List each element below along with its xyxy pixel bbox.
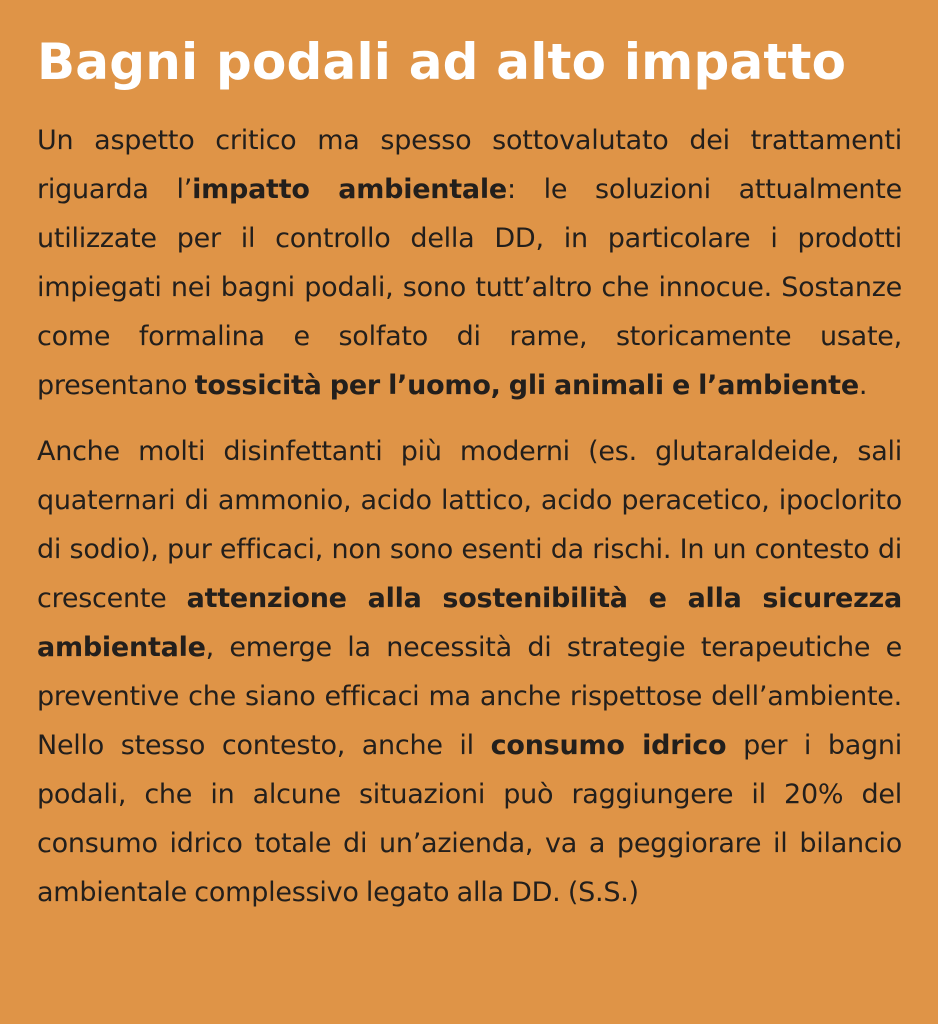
bold-segment-impatto-ambientale: impatto ambientale — [192, 174, 507, 205]
bold-segment-sostenibilita: attenzione alla sostenibilità e alla sicurezza ambientale — [37, 583, 902, 663]
bold-segment-tossicita: tossicità per l’uomo, gli animali e l’ambiente — [194, 370, 859, 401]
text-segment: : le soluzioni attualmente utilizzate per il controllo della DD, in particolare i prodotti impiegati nei bagni podali, sono tutt’altro che innocue. Sostanze come formalina e solfato di rame, storicamente usate, presentano — [37, 174, 902, 401]
text-segment: Un aspetto critico ma spesso sottovalutato dei trattamenti riguarda l’ — [37, 125, 902, 205]
article-paragraph-1 — [37, 116, 902, 410]
text-segment: Anche molti disinfettanti più moderni (es. glutaraldeide, sali quaternari di ammonio, acido lattico, acido peracetico, ipoclorito di sodio), pur efficaci, non sono esenti da rischi. In un contesto di crescente — [37, 436, 902, 614]
article-paragraph-2 — [37, 427, 902, 917]
text-segment: per i bagni podali, che in alcune situazioni può raggiungere il 20% del consumo idrico totale di un’azienda, va a peggiorare il bilancio ambientale complessivo legato alla DD. (S.S.) — [37, 730, 902, 908]
bold-segment-consumo-idrico: consumo idrico — [490, 730, 727, 761]
text-segment: , emerge la necessità di strategie terapeutiche e preventive che siano efficaci ma anche rispettose dell’ambiente. Nello stesso contesto, anche il — [37, 632, 902, 761]
article-title: Bagni podali ad alto impatto — [37, 33, 847, 91]
text-segment: . — [858, 370, 868, 401]
